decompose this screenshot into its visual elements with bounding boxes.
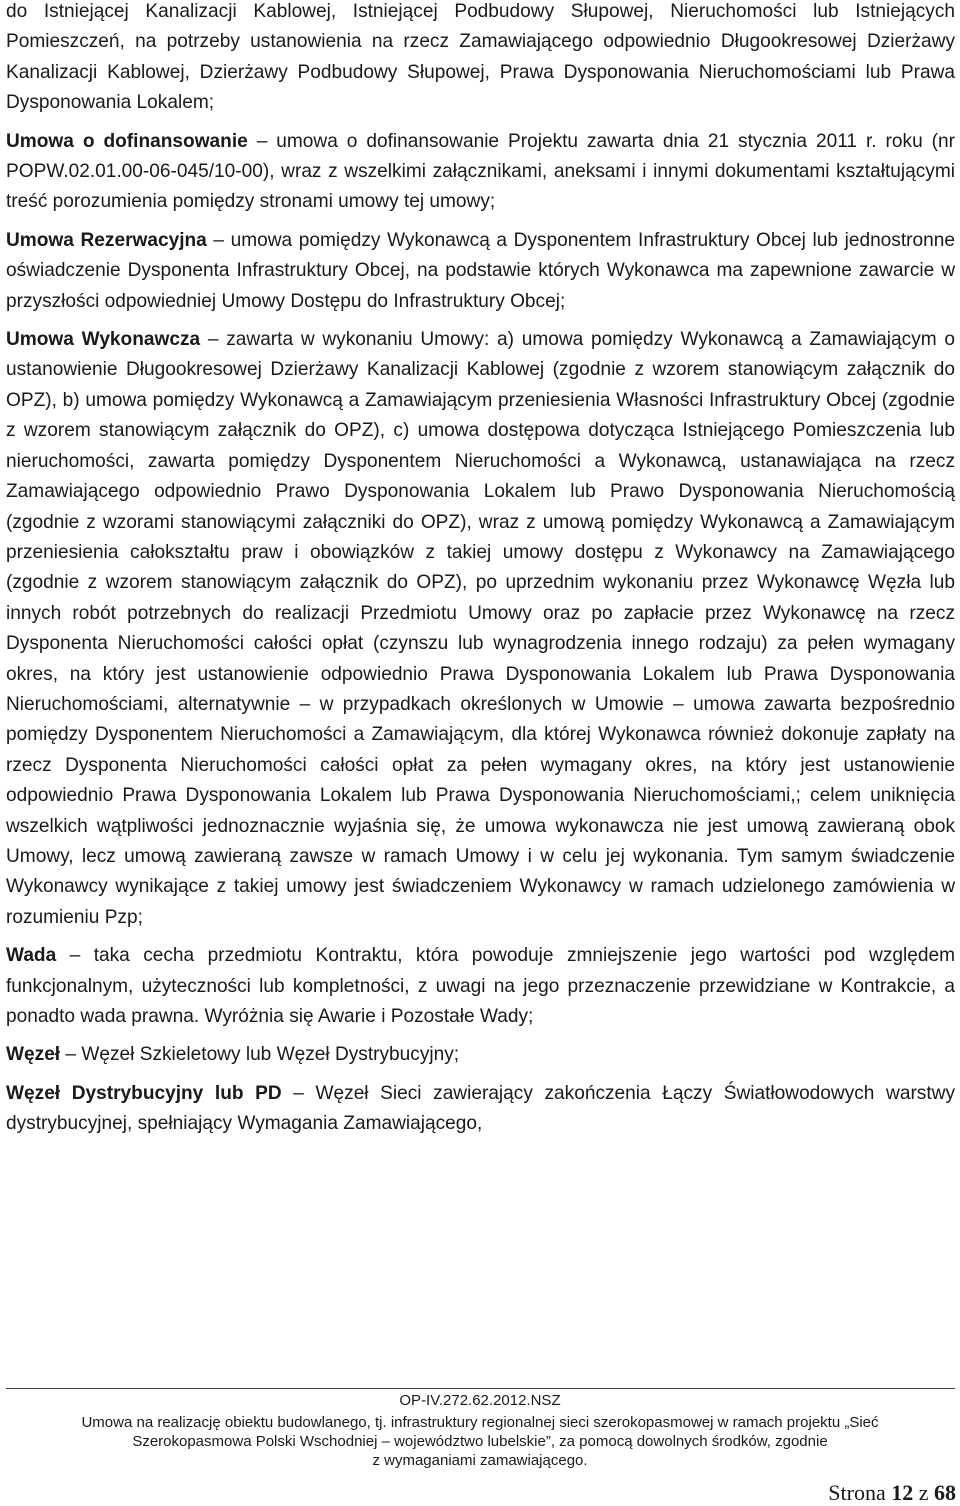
footer-divider xyxy=(6,1388,955,1389)
current-page: 12 xyxy=(891,1480,914,1505)
definition-umowa-rezerwacyjna xyxy=(6,226,955,317)
definition-text: – Węzeł Szkieletowy lub Węzeł Dystrybucyjny; xyxy=(60,1044,460,1066)
footer-note-line: Szerokopasmowa Polski Wschodniej – województwo lubelskie”, za pomocą dowolnych środków, zgodnie xyxy=(132,1433,828,1450)
definition-text: – zawarta w wykonaniu Umowy: a) umowa pomiędzy Wykonawcą a Zamawiającym o ustanowienie Długookresowej Dzierżawy Kanalizacji Kablowej (zgodnie z wzorem stanowiącym załącznik do OPZ), b) umowa pomiędzy Wykonawcą a Zamawiającym przeniesienia Własności Infrastruktury Obcej (zgodnie z wzorem stanowiącym załącznik do OPZ), c) umowa dostępowa dotycząca Istniejącego Pomieszczenia lub nieruchomości, zawarta pomiędzy Dysponentem Nieruchomości a Wykonawcą, ustanawiająca na rzecz Zamawiającego odpowiednio Prawo Dysponowania Lokalem lub Prawo Dysponowania Nieruchomością (zgodnie z wzorami stanowiącymi załączniki do OPZ), wraz z umową pomiędzy Wykonawcą a Zamawiającym przeniesienia całokształtu praw i obowiązków z takiej umowy dostępu z Wykonawcy na Zamawiającego (zgodnie z wzorem stanowiącym załącznik do OPZ), po uprzednim wykonaniu przez Wykonawcę Węzła lub innych robót potrzebnych do realizacji Przedmiotu Umowy oraz po zapłacie przez Wykonawcę na rzecz Dysponenta Nieruchomości całości opłat (czynszu lub wynagrodzenia innego rodzaju) za pełen wymagany okres, na który jest ustanowienie odpowiednio Prawa Dysponowania Lokalem lub Prawa Dysponowania Nieruchomościami, alternatywnie – w przypadkach określonych w Umowie – umowa zawarta bezpośrednio pomiędzy Dysponentem Nieruchomości a Zamawiającym, dla której Wykonawca również dokonuje zapłaty na rzecz Dysponenta Nieruchomości całości opłat za pełen wymagany okres, na który jest ustanowienie odpowiednio Prawa Dysponowania Lokalem lub Prawa Dysponowania Nieruchomościami,; celem uniknięcia wszelkich wątpliwości jednoznacznie wyjaśnia się, że umowa wykonawcza nie jest umową zawieraną obok Umowy, lecz umową zawieraną zawsze w ramach Umowy i w celu jej wykonania. Tym samym świadczenie Wykonawcy wynikające z takiej umowy jest świadczeniem Wykonawcy w ramach udzielonego zamówienia w rozumieniu Pzp; xyxy=(6,329,956,928)
definition-wada xyxy=(6,941,955,1032)
definition-text: – umowa o dofinansowanie Projektu zawarta dnia 21 stycznia 2011 r. roku (nr POPW.02.01.00-06-045/10-00), wraz z wszelkimi załącznikami, aneksami i innymi dokumentami kształtującymi treść porozumienia pomiędzy stronami umowy tej umowy; xyxy=(6,130,955,213)
definition-term: Węzeł Dystrybucyjny lub PD xyxy=(6,1082,282,1104)
page-of-label: z xyxy=(918,1480,929,1505)
definition-term: Umowa o dofinansowanie xyxy=(6,130,248,152)
footer-note-line: z wymaganiami zamawiającego. xyxy=(372,1452,588,1469)
definition-umowa-o-dofinansowanie xyxy=(6,127,955,218)
page-label: Strona xyxy=(828,1480,886,1505)
definition-term: Umowa Rezerwacyjna xyxy=(6,229,207,251)
definition-text: – Węzeł Sieci zawierający zakończenia Łączy Światłowodowych warstwy dystrybucyjnej, spełniający Wymagania Zamawiającego, xyxy=(6,1082,955,1135)
definition-term: Umowa Wykonawcza xyxy=(6,329,201,351)
document-body xyxy=(6,0,955,1148)
definition-term: Wada xyxy=(6,945,57,967)
page-number xyxy=(828,1480,956,1506)
definition-text: do Istniejącej Kanalizacji Kablowej, Istniejącej Podbudowy Słupowej, Nieruchomości lub Istniejących Pomieszczeń, na potrzeby ustanowienia na rzecz Zamawiającego odpowiednio Długookresowej Dzierżawy Kanalizacji Kablowej, Dzierżawy Podbudowy Słupowej, Prawa Dysponowania Nieruchomościami lub Prawa Dysponowania Lokalem; xyxy=(6,1,955,114)
footer-note xyxy=(20,1413,940,1470)
definition-text: – taka cecha przedmiotu Kontraktu, która powoduje zmniejszenie jego wartości pod względem funkcjonalnym, użyteczności lub kompletności, z uwagi na jego przeznaczenie przewidziane w Kontrakcie, a ponadto wada prawna. Wyróżnia się Awarie i Pozostałe Wady; xyxy=(6,945,955,1027)
definition-wezel xyxy=(6,1040,955,1070)
document-reference: OP-IV.272.62.2012.NSZ xyxy=(399,1392,561,1409)
definition-text: – umowa pomiędzy Wykonawcą a Dysponentem Infrastruktury Obcej lub jednostronne oświadczenie Dysponenta Infrastruktury Obcej, na podstawie których Wykonawca ma zapewnione zawarcie w przyszłości odpowiedniej Umowy Dostępu do Infrastruktury Obcej; xyxy=(6,229,955,312)
definition-umowa-wykonawcza xyxy=(6,325,955,933)
definition-term: Węzeł xyxy=(6,1044,61,1066)
definition-wezel-dystrybucyjny xyxy=(6,1079,955,1140)
definition-continued xyxy=(6,0,955,119)
total-pages: 68 xyxy=(934,1480,956,1505)
footer-note-line: Umowa na realizację obiektu budowlanego, tj. infrastruktury regionalnej sieci szerokopasmowej w ramach projektu „Sieć xyxy=(81,1414,879,1431)
